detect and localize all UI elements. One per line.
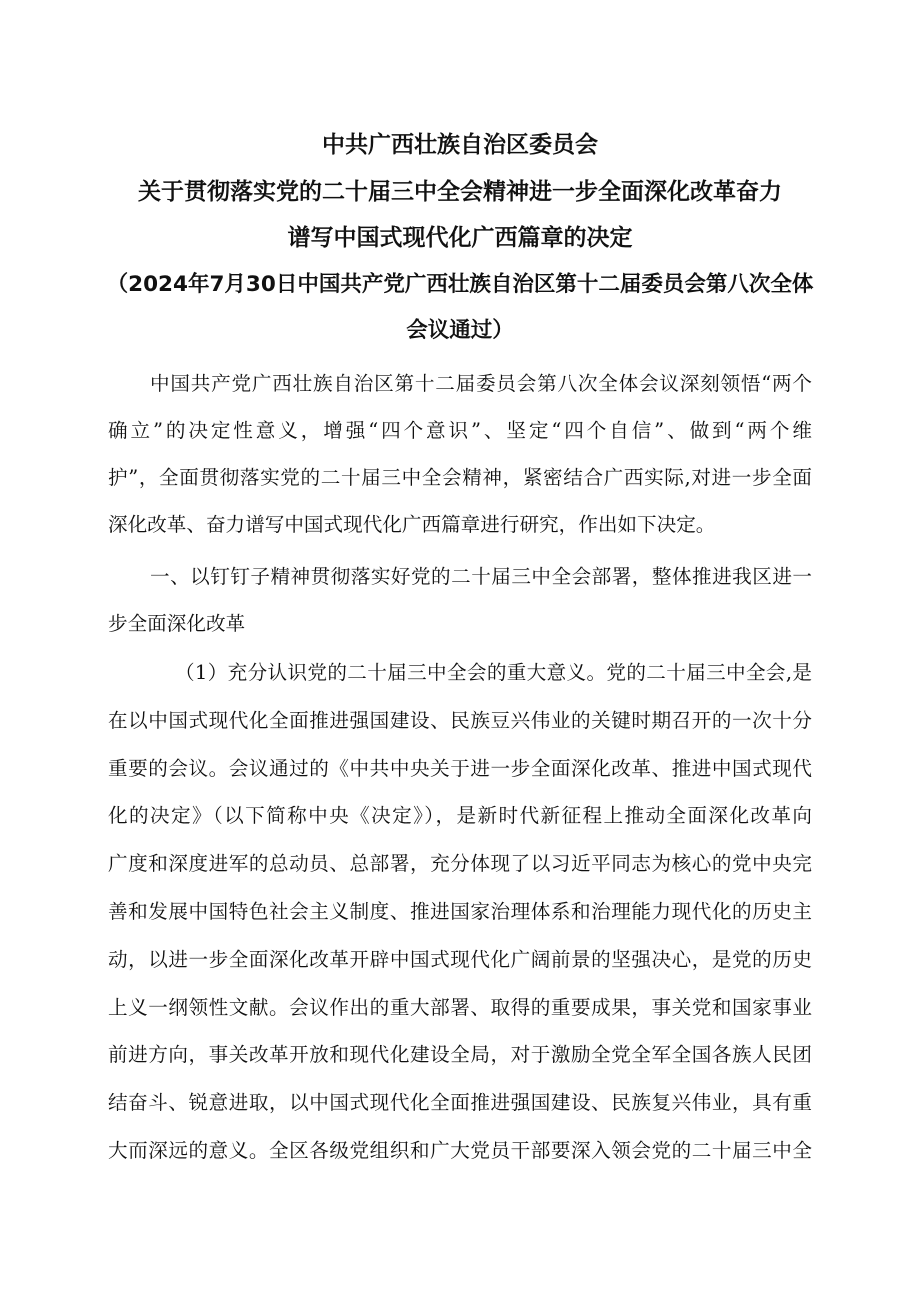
paragraph-line: 重要的会议。会议通过的《中共中央关于进一步全面深化改革、推进中国式现代 — [108, 756, 812, 780]
title-line: 中共广西壮族自治区委员会 — [322, 132, 598, 158]
paragraph-line: 广度和深度进军的总动员、总部署，充分体现了以习近平同志为核心的党中央完 — [108, 852, 812, 876]
heading-line: 一、以钉钉子精神贯彻落实好党的二十届三中全会部署，整体推进我区进一 — [150, 565, 812, 588]
paragraph-line: 结奋斗、锐意进取，以中国式现代化全面推进强国建设、民族复兴伟业，具有重 — [108, 1091, 812, 1115]
paragraph-line: 动，以进一步全面深化改革开辟中国式现代化广阔前景的坚强决心，是党的历史 — [108, 947, 812, 971]
paragraph-line: 深化改革、奋力谱写中国式现代化广西篇章进行研究，作出如下决定。 — [108, 513, 716, 536]
paragraph-line: 在以中国式现代化全面推进强国建设、民族豆兴伟业的关键时期召开的一次十分 — [108, 708, 812, 732]
intro-paragraph — [108, 360, 812, 548]
document-title — [0, 122, 920, 355]
paragraph-line: 大而深远的意义。全区各级党组织和广大党员干部要深入领会党的二十届三中全 — [108, 1138, 812, 1162]
paragraph-line: 上义一纲领性文献。会议作出的重大部署、取得的重要成果，事关党和国家事业 — [108, 995, 812, 1019]
paragraph-line: （1）充分认识党的二十届三中全会的重大意义。党的二十届三中全会,是 — [175, 661, 812, 684]
title-line: 谱写中国式现代化广西篇章的决定 — [287, 225, 633, 251]
paragraph-line: 中国共产党广西壮族自治区第十二届委员会第八次全体会议深刻领悟“两个 — [150, 372, 812, 395]
paragraph-line: 护”，全面贯彻落实党的二十届三中全会精神，紧密结合广西实际,对进一步全面 — [108, 466, 812, 489]
clause-paragraph — [108, 649, 812, 1175]
adoption-note-line: 会议通过） — [406, 318, 514, 343]
document-body — [108, 360, 812, 1175]
paragraph-line: 前进方向，事关改革开放和现代化建设全局，对于激励全党全军全国各族人民团 — [108, 1043, 812, 1067]
section-heading — [108, 553, 812, 647]
paragraph-line: 确立”的决定性意义，增强“四个意识”、坚定“四个自信”、做到“两个维 — [108, 419, 812, 442]
paragraph-line: 善和发展中国特色社会主义制度、推进国家治理体系和治理能力现代化的历史主 — [108, 899, 812, 923]
heading-line: 步全面深化改革 — [108, 612, 246, 635]
paragraph-line: 化的决定》（以下简称中央《决定》），是新时代新征程上推动全面深化改革向 — [108, 804, 812, 828]
adoption-note-line: （2024年7月30日中国共产党广西壮族自治区第十二届委员会第八次全体 — [106, 271, 814, 297]
title-line: 关于贯彻落实党的二十届三中全会精神进一步全面深化改革奋力 — [138, 178, 782, 205]
